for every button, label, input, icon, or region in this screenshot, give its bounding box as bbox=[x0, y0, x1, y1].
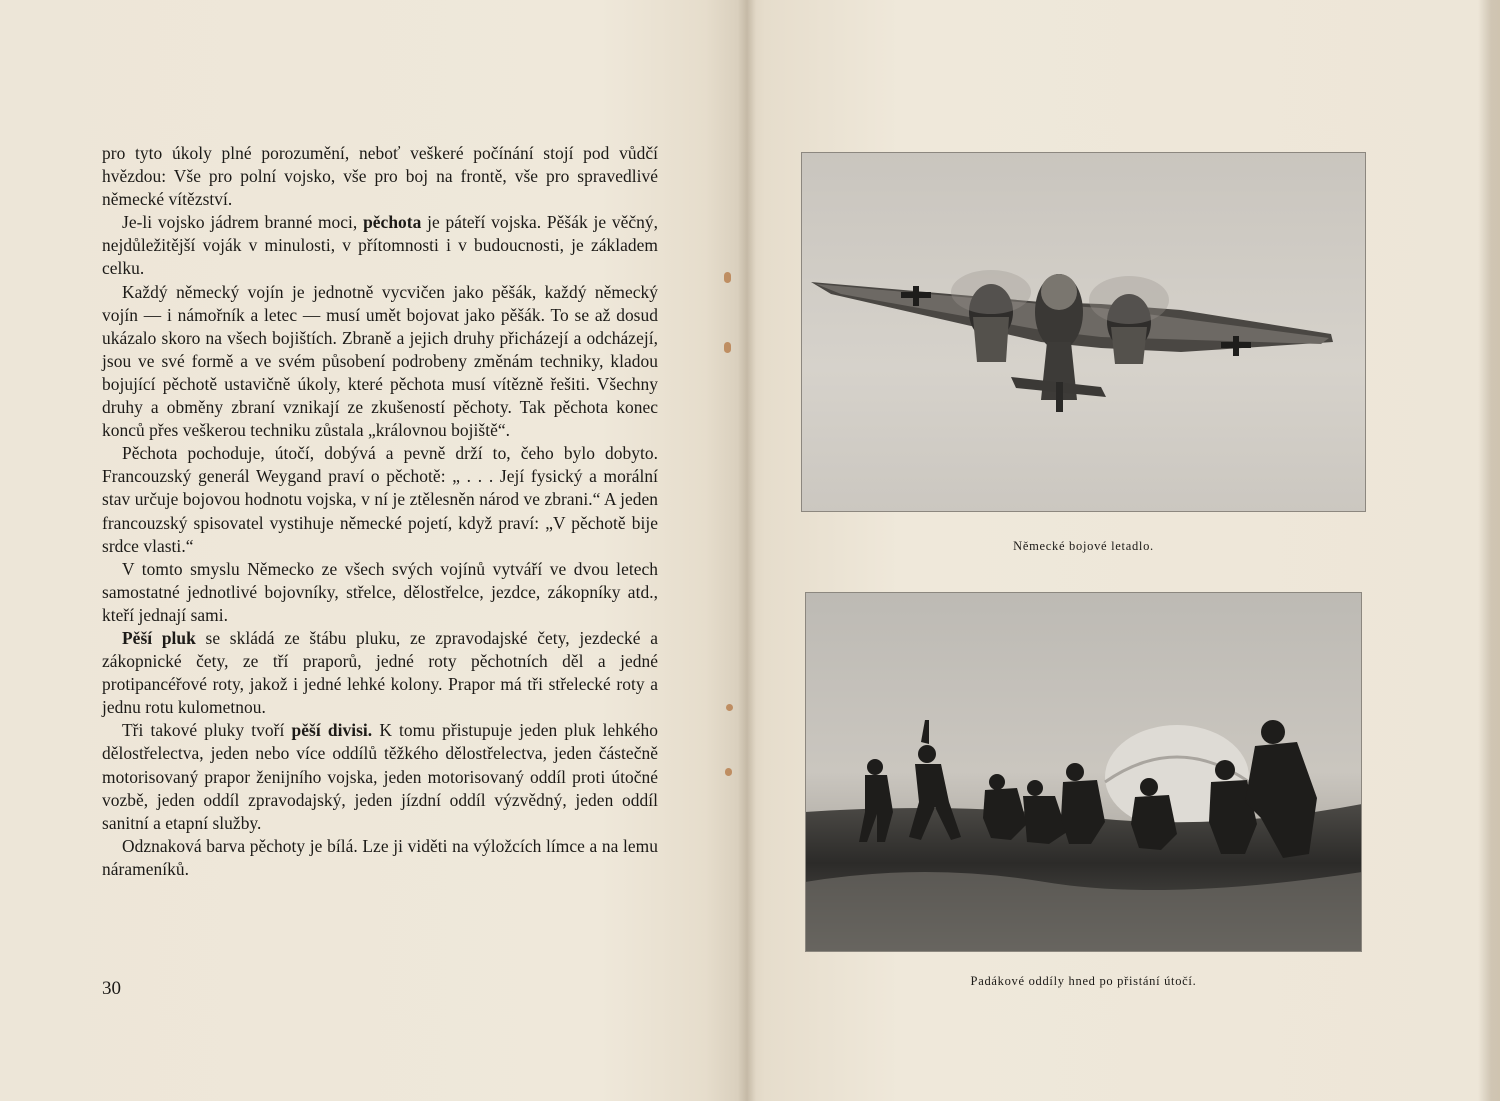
body-text bbox=[102, 142, 658, 881]
binding-hole bbox=[724, 342, 731, 353]
paragraph-text: V tomto smyslu Německo ze všech svých vojínů vytváří ve dvou letech samostatné jednotlivé bojovníky, střelce, dělostřelce, jezdce, zákopníky atd., kteří jednají sami. bbox=[102, 558, 658, 625]
paragraph-8 bbox=[102, 835, 658, 881]
page-number: 30 bbox=[102, 978, 121, 999]
page-edge bbox=[1478, 0, 1500, 1101]
paragraph-text: Pěchota pochoduje, útočí, dobývá a pevně drží to, čeho bylo dobyto. Francouzský generál Weygand praví o pěchotě: „ . . . Její fysický a morální stav určuje bojovou hodnotu vojska, v ní je ztělesněn národ ve zbrani.“ A jeden francouzský spisovatel vystihuje německé pojetí, když praví: „V pěchotě bije srdce vlasti.“ bbox=[102, 443, 658, 556]
paragraph-7 bbox=[102, 719, 658, 834]
paragraph-text: Tři takové pluky tvoří bbox=[122, 720, 292, 741]
bold-term: Pěší pluk bbox=[122, 627, 196, 648]
right-page bbox=[748, 0, 1500, 1101]
paragraph-text: se skládá ze štábu pluku, ze zpravodajské čety, jezdecké a zákopnické čety, ze tří praporů, jedné roty pěchotních děl a jedné protipancéřové roty, jakož i jedné lehké kolony. Prapor má tři střelecké roty a jednu rotu kulometnou. bbox=[102, 627, 658, 718]
paragraph-2 bbox=[102, 211, 658, 280]
paragraph-text: pro tyto úkoly plné porozumění, neboť veškeré počínání stojí pod vůdčí hvězdou: Vše pro polní vojsko, vše pro boj na frontě, vše pro spravedlivé německé vítězství. bbox=[102, 143, 658, 210]
paratroopers-image bbox=[805, 592, 1362, 952]
bomber-plane-photo bbox=[801, 152, 1366, 512]
paragraph-text: Je-li vojsko jádrem branné moci, bbox=[122, 212, 364, 233]
bold-term: pěchota bbox=[363, 212, 422, 233]
paragraph-1 bbox=[102, 142, 658, 211]
paratroopers-photo bbox=[805, 592, 1362, 952]
paragraph-text: K tomu přistupuje jeden pluk lehkého dělostřelectva, jeden nebo více oddílů těžkého dělostřelectva, jeden částečně motorisovaný prapor ženijního vojska, jeden motorisovaný oddíl proti útočné vozbě, jeden oddíl zpravodajský, jeden jízdní oddíl výzvědný, jeden oddíl sanitní a etapní služby. bbox=[102, 720, 658, 833]
paragraph-text: je páteří vojska. Pěšák je věčný, nejdůležitější voják v minulosti, v přítomnosti i v budoucnosti, je základem celku. bbox=[102, 212, 659, 279]
paragraph-6 bbox=[102, 627, 658, 719]
photo-caption: Padákové oddíly hned po přistání útočí. bbox=[970, 974, 1197, 988]
binding-hole bbox=[724, 272, 731, 283]
paragraph-3 bbox=[102, 281, 658, 443]
paragraph-4 bbox=[102, 442, 658, 557]
binding-hole bbox=[725, 768, 732, 776]
plane-image bbox=[801, 152, 1366, 512]
paragraph-text: Odznaková barva pěchoty je bílá. Lze ji viděti na výložcích límce a na lemu nárameníků. bbox=[102, 835, 658, 879]
left-page bbox=[0, 0, 745, 1101]
paragraph-text: Každý německý vojín je jednotně vycvičen jako pěšák, každý německý vojín — i námořník a letec — musí umět bojovat jako pěšák. To se až dosud ukázalo skoro na všech bojištích. Zbraně a jejich druhy přicházejí a odcházejí, jsou ve své formě a ve svém působení podrobeny změnám techniky, kladou bojující pěchotě ustavičně úkoly, které pěchota musí vítězně řešiti. Všechny druhy a obměny zbraní vznikají ze zkušeností pěchoty. Tak pěchota konec konců přes veškerou techniku zůstala „královnou bojiště“. bbox=[102, 281, 658, 441]
photo-caption: Německé bojové letadlo. bbox=[1013, 539, 1154, 553]
paragraph-5 bbox=[102, 558, 658, 627]
bold-term: pěší divisi. bbox=[291, 720, 373, 741]
binding-hole bbox=[726, 704, 733, 711]
